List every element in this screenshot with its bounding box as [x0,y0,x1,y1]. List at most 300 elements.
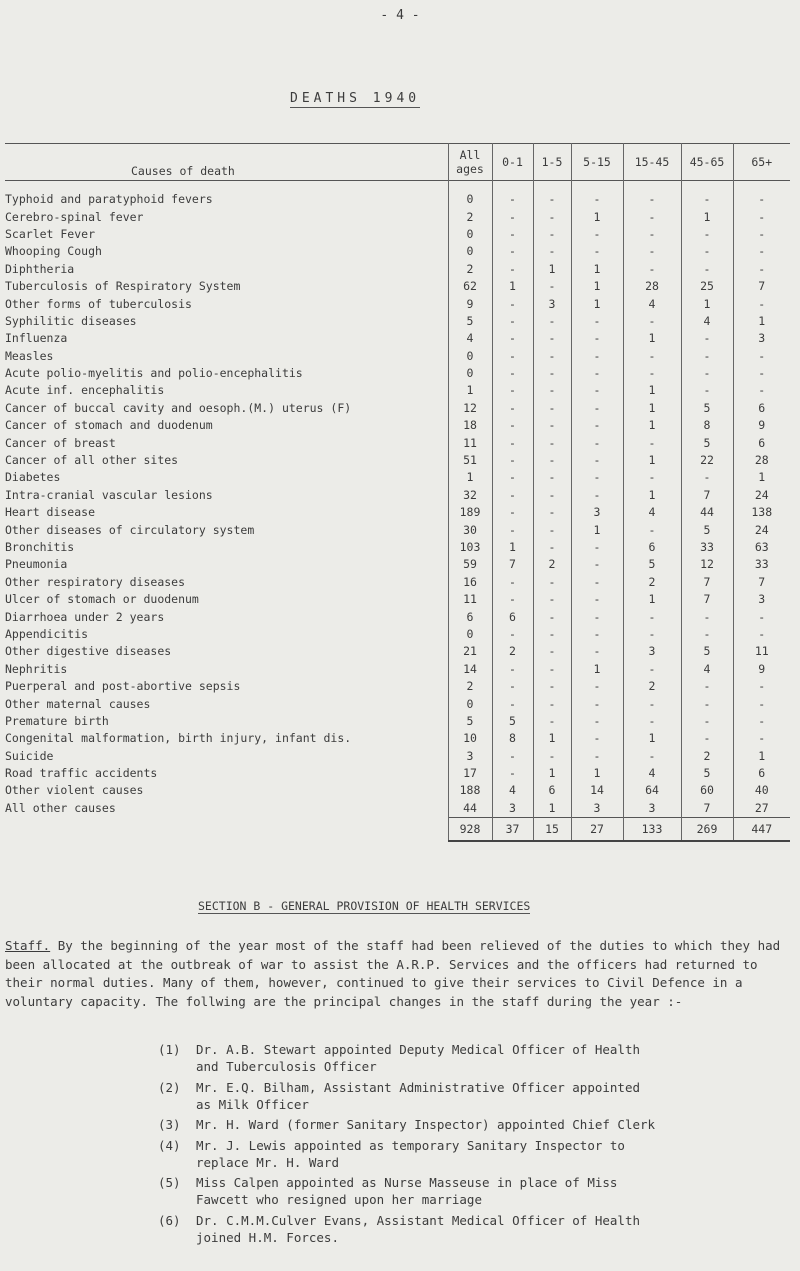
count-cell: - [623,748,681,765]
count-cell: 44 [448,800,492,818]
cause-cell: Typhoid and paratyphoid fevers [5,192,213,207]
list-item [158,1041,718,1075]
table-row [5,765,790,782]
list-item [158,1116,718,1133]
count-cell: - [623,365,681,382]
count-cell: - [533,695,571,712]
cause-cell: Cancer of breast [5,435,116,450]
count-cell: - [533,504,571,521]
count-cell: - [733,695,790,712]
count-cell: 4 [492,782,533,799]
count-cell: 1 [533,730,571,747]
total-cell: 269 [681,818,733,842]
count-cell: - [533,469,571,486]
cause-cell: Congenital malformation, birth injury, infant dis. [5,731,352,746]
cause-cell: Other respiratory diseases [5,574,186,589]
totals-spacer [5,818,448,842]
count-cell: 3 [571,504,623,521]
count-cell: 24 [733,487,790,504]
count-cell: - [533,365,571,382]
count-cell: 1 [681,208,733,225]
count-cell: 188 [448,782,492,799]
cause-cell: Other violent causes [5,783,144,798]
column-header: 45-65 [681,144,733,181]
count-cell: 62 [448,278,492,295]
count-cell: - [492,313,533,330]
count-cell: - [571,400,623,417]
table-row [5,208,790,225]
cause-cell: Road traffic accidents [5,766,158,781]
count-cell: - [533,243,571,260]
cause-cell: Intra-cranial vascular lesions [5,487,213,502]
staff-paragraph: By the beginning of the year most of the staff had been relieved of the duties to which they had been allocated at the outbreak of war to assist the A.R.P. Services and the officers had returned to their normal duties. Many of them, however, continued to give their services to Civil Defence in a voluntary capacity. The follwing are the principal changes in the staff during the year :- [5,938,781,1009]
count-cell: 0 [448,181,492,209]
count-cell: 1 [571,521,623,538]
count-cell: - [492,382,533,399]
count-cell: - [623,208,681,225]
cause-cell: Premature birth [5,713,109,728]
count-cell: 4 [623,295,681,312]
count-cell: - [733,243,790,260]
cause-cell: Suicide [5,748,54,763]
count-cell: - [681,261,733,278]
count-cell: - [533,278,571,295]
count-cell: 33 [733,556,790,573]
cause-cell: Other digestive diseases [5,644,172,659]
count-cell: - [492,208,533,225]
table-row [5,782,790,799]
count-cell: 1 [733,313,790,330]
count-cell: 27 [733,800,790,818]
table-header-row [5,144,790,181]
count-cell: 17 [448,765,492,782]
count-cell: - [533,521,571,538]
count-cell: 11 [448,591,492,608]
count-cell: 7 [681,574,733,591]
count-cell: 7 [681,800,733,818]
count-cell: 0 [448,626,492,643]
count-cell: 3 [623,643,681,660]
count-cell: 1 [571,765,623,782]
count-cell: 3 [733,330,790,347]
count-cell: 4 [681,313,733,330]
count-cell: - [623,261,681,278]
count-cell: - [492,504,533,521]
cause-cell: Puerperal and post-abortive sepsis [5,679,241,694]
cause-cell: Acute inf. encephalitis [5,383,165,398]
count-cell: - [533,713,571,730]
count-cell: 30 [448,521,492,538]
count-cell: - [571,181,623,209]
cause-cell: Diphtheria [5,261,75,276]
cause-cell: Tuberculosis of Respiratory System [5,279,241,294]
cause-cell: Appendicitis [5,626,89,641]
count-cell: 2 [448,261,492,278]
count-cell: 7 [681,487,733,504]
count-cell: - [492,417,533,434]
count-cell: 9 [733,417,790,434]
cause-cell: Cancer of buccal cavity and oesoph.(M.) uterus (F) [5,400,352,415]
list-item-number: (1) [158,1042,181,1057]
count-cell: - [733,365,790,382]
count-cell: 24 [733,521,790,538]
count-cell: - [492,261,533,278]
count-cell: - [533,539,571,556]
table-row [5,626,790,643]
count-cell: - [623,521,681,538]
count-cell: - [492,626,533,643]
count-cell: 1 [623,487,681,504]
count-cell: 10 [448,730,492,747]
table-row [5,521,790,538]
total-cell: 928 [448,818,492,842]
count-cell: 28 [623,278,681,295]
list-item [158,1079,718,1113]
count-cell: - [623,608,681,625]
count-cell: 2 [492,643,533,660]
list-item-text: Mr. E.Q. Bilham, Assistant Administrative Officer appointed as Milk Officer [196,1079,641,1112]
count-cell: 3 [571,800,623,818]
count-cell: 7 [681,591,733,608]
count-cell: - [492,348,533,365]
count-cell: - [533,608,571,625]
list-item-text: Dr. C.M.M.Culver Evans, Assistant Medical Officer of Health joined H.M. Forces. [196,1212,641,1245]
page-title: DEATHS 1940 [290,91,421,106]
table-row [5,469,790,486]
count-cell: 2 [533,556,571,573]
count-cell: 5 [681,765,733,782]
count-cell: - [492,678,533,695]
count-cell: 1 [571,261,623,278]
table-row [5,591,790,608]
count-cell: 2 [448,208,492,225]
count-cell: 1 [492,539,533,556]
count-cell: 33 [681,539,733,556]
table-body [5,181,790,818]
count-cell: 1 [533,261,571,278]
count-cell: 1 [623,382,681,399]
count-cell: - [681,713,733,730]
count-cell: - [681,348,733,365]
count-cell: 3 [733,591,790,608]
table-row [5,434,790,451]
table-row [5,643,790,660]
table-row [5,556,790,573]
count-cell: 60 [681,782,733,799]
count-cell: - [681,226,733,243]
count-cell: 32 [448,487,492,504]
cause-cell: Diarrhoea under 2 years [5,609,165,624]
list-item-number: (5) [158,1175,181,1190]
count-cell: 5 [448,713,492,730]
count-cell: 9 [448,295,492,312]
list-item-text: Mr. H. Ward (former Sanitary Inspector) appointed Chief Clerk [196,1117,656,1132]
count-cell: - [492,521,533,538]
table-row [5,748,790,765]
count-cell: 1 [733,748,790,765]
count-cell: - [533,678,571,695]
table-row [5,417,790,434]
count-cell: 3 [533,295,571,312]
count-cell: 11 [733,643,790,660]
count-cell: - [533,382,571,399]
count-cell: - [681,469,733,486]
count-cell: 1 [533,800,571,818]
count-cell: 0 [448,226,492,243]
count-cell: - [492,400,533,417]
count-cell: - [492,574,533,591]
table-row [5,539,790,556]
count-cell: 5 [681,434,733,451]
count-cell: 16 [448,574,492,591]
count-cell: 2 [681,748,733,765]
column-header: Causes of death [131,164,235,178]
count-cell: - [623,713,681,730]
count-cell: 4 [623,504,681,521]
count-cell: - [571,556,623,573]
table-row [5,261,790,278]
count-cell: - [623,469,681,486]
count-cell: 7 [733,278,790,295]
count-cell: - [533,434,571,451]
count-cell: 5 [681,400,733,417]
cause-cell: All other causes [5,801,116,816]
count-cell: - [492,748,533,765]
count-cell: - [733,713,790,730]
count-cell: 28 [733,452,790,469]
table-row [5,400,790,417]
count-cell: - [571,434,623,451]
count-cell: 1 [623,730,681,747]
count-cell: - [681,330,733,347]
count-cell: 189 [448,504,492,521]
total-cell: 37 [492,818,533,842]
count-cell: 44 [681,504,733,521]
table-row [5,243,790,260]
count-cell: 51 [448,452,492,469]
count-cell: - [571,730,623,747]
count-cell: - [623,434,681,451]
count-cell: - [571,695,623,712]
cause-cell: Scarlet Fever [5,226,96,241]
cause-cell: Bronchitis [5,540,75,554]
count-cell: 1 [571,661,623,678]
count-cell: - [492,295,533,312]
count-cell: 7 [492,556,533,573]
count-cell: - [533,226,571,243]
count-cell: - [571,626,623,643]
table-row [5,226,790,243]
count-cell: - [571,226,623,243]
count-cell: 9 [733,661,790,678]
count-cell: - [492,487,533,504]
count-cell: - [733,678,790,695]
page-number: - 4 - [380,8,420,23]
cause-cell: Measles [5,348,54,363]
count-cell: 1 [623,591,681,608]
count-cell: - [571,243,623,260]
table-row [5,661,790,678]
count-cell: - [533,400,571,417]
cause-cell: Diabetes [5,470,61,485]
cause-cell: Cancer of all other sites [5,453,179,468]
count-cell: - [623,313,681,330]
count-cell: - [571,748,623,765]
count-cell: - [533,348,571,365]
count-cell: - [733,730,790,747]
count-cell: - [623,695,681,712]
count-cell: - [492,226,533,243]
list-item-text: Miss Calpen appointed as Nurse Masseuse in place of Miss Fawcett who resigned upon her marriage [196,1175,618,1207]
count-cell: - [492,695,533,712]
count-cell: - [571,487,623,504]
count-cell: - [733,295,790,312]
count-cell: - [571,417,623,434]
count-cell: - [681,730,733,747]
table-row [5,278,790,295]
cause-cell: Cerebro-spinal fever [5,209,144,224]
count-cell: - [571,574,623,591]
count-cell: - [533,208,571,225]
count-cell: 59 [448,556,492,573]
count-cell: 5 [623,556,681,573]
count-cell: - [733,382,790,399]
cause-cell: Acute polio-myelitis and polio-encephalitis [5,366,303,381]
count-cell: 1 [733,469,790,486]
count-cell: - [533,661,571,678]
table-row [5,181,790,209]
count-cell: - [681,678,733,695]
list-item-number: (2) [158,1079,181,1095]
count-cell: - [492,591,533,608]
section-heading: SECTION B - GENERAL PROVISION OF HEALTH SERVICES [198,899,531,913]
count-cell: 0 [448,365,492,382]
count-cell: - [733,261,790,278]
cause-cell: Influenza [5,331,68,346]
list-item-text: Dr. A.B. Stewart appointed Deputy Medical Officer of Health and Tuberculosis Officer [196,1042,641,1074]
count-cell: - [571,591,623,608]
count-cell: 8 [681,417,733,434]
count-cell: - [533,574,571,591]
count-cell: 1 [448,469,492,486]
count-cell: - [533,591,571,608]
count-cell: - [533,643,571,660]
cause-cell: Other forms of tuberculosis [5,296,192,311]
column-header: All ages [448,144,492,181]
count-cell: - [733,208,790,225]
count-cell: 2 [623,574,681,591]
count-cell: - [533,417,571,434]
column-header: 65+ [733,144,790,181]
count-cell: 12 [681,556,733,573]
column-header: 15-45 [623,144,681,181]
count-cell: - [681,608,733,625]
list-item-number: (6) [158,1212,181,1228]
count-cell: 22 [681,452,733,469]
table-row [5,382,790,399]
count-cell: 1 [533,765,571,782]
count-cell: 12 [448,400,492,417]
cause-cell: Nephritis [5,661,68,676]
count-cell: 1 [681,295,733,312]
count-cell: 3 [492,800,533,818]
count-cell: - [571,452,623,469]
count-cell: - [492,181,533,209]
count-cell: - [533,626,571,643]
count-cell: 4 [681,661,733,678]
count-cell: 6 [492,608,533,625]
count-cell: - [571,313,623,330]
count-cell: 5 [681,521,733,538]
count-cell: - [492,765,533,782]
cause-cell: Heart disease [5,505,96,520]
count-cell: 6 [733,765,790,782]
table-row [5,730,790,747]
count-cell: 6 [448,608,492,625]
cause-cell: Ulcer of stomach or duodenum [5,592,199,607]
count-cell: - [681,243,733,260]
count-cell: 40 [733,782,790,799]
count-cell: - [623,661,681,678]
list-item-text: Mr. J. Lewis appointed as temporary Sanitary Inspector to replace Mr. H. Ward [196,1137,625,1170]
count-cell: - [571,643,623,660]
count-cell: - [492,243,533,260]
count-cell: - [733,181,790,209]
count-cell: 1 [623,330,681,347]
table-row [5,348,790,365]
deaths-table [5,143,790,842]
table-row [5,487,790,504]
count-cell: - [533,487,571,504]
count-cell: 0 [448,695,492,712]
count-cell: 5 [492,713,533,730]
count-cell: 25 [681,278,733,295]
count-cell: 3 [623,800,681,818]
count-cell: - [733,348,790,365]
count-cell: - [623,626,681,643]
count-cell: 103 [448,539,492,556]
count-cell: - [492,661,533,678]
table-row [5,678,790,695]
cause-cell: Other diseases of circulatory system [5,522,255,537]
count-cell: 2 [448,678,492,695]
count-cell: - [571,365,623,382]
table-row [5,574,790,591]
count-cell: - [623,181,681,209]
count-cell: 1 [571,278,623,295]
total-cell: 15 [533,818,571,842]
count-cell: 1 [623,400,681,417]
count-cell: - [533,748,571,765]
cause-cell: Whooping Cough [5,244,102,259]
column-header: 5-15 [571,144,623,181]
list-item-number: (3) [158,1117,181,1132]
count-cell: - [492,330,533,347]
total-cell: 27 [571,818,623,842]
count-cell: - [733,608,790,625]
count-cell: - [681,181,733,209]
count-cell: - [571,348,623,365]
count-cell: 0 [448,243,492,260]
count-cell: - [533,181,571,209]
count-cell: - [623,348,681,365]
table-row [5,452,790,469]
table-row [5,695,790,712]
count-cell: - [681,382,733,399]
staff-paragraph-block [5,937,785,1011]
count-cell: - [571,678,623,695]
list-item-number: (4) [158,1137,181,1153]
